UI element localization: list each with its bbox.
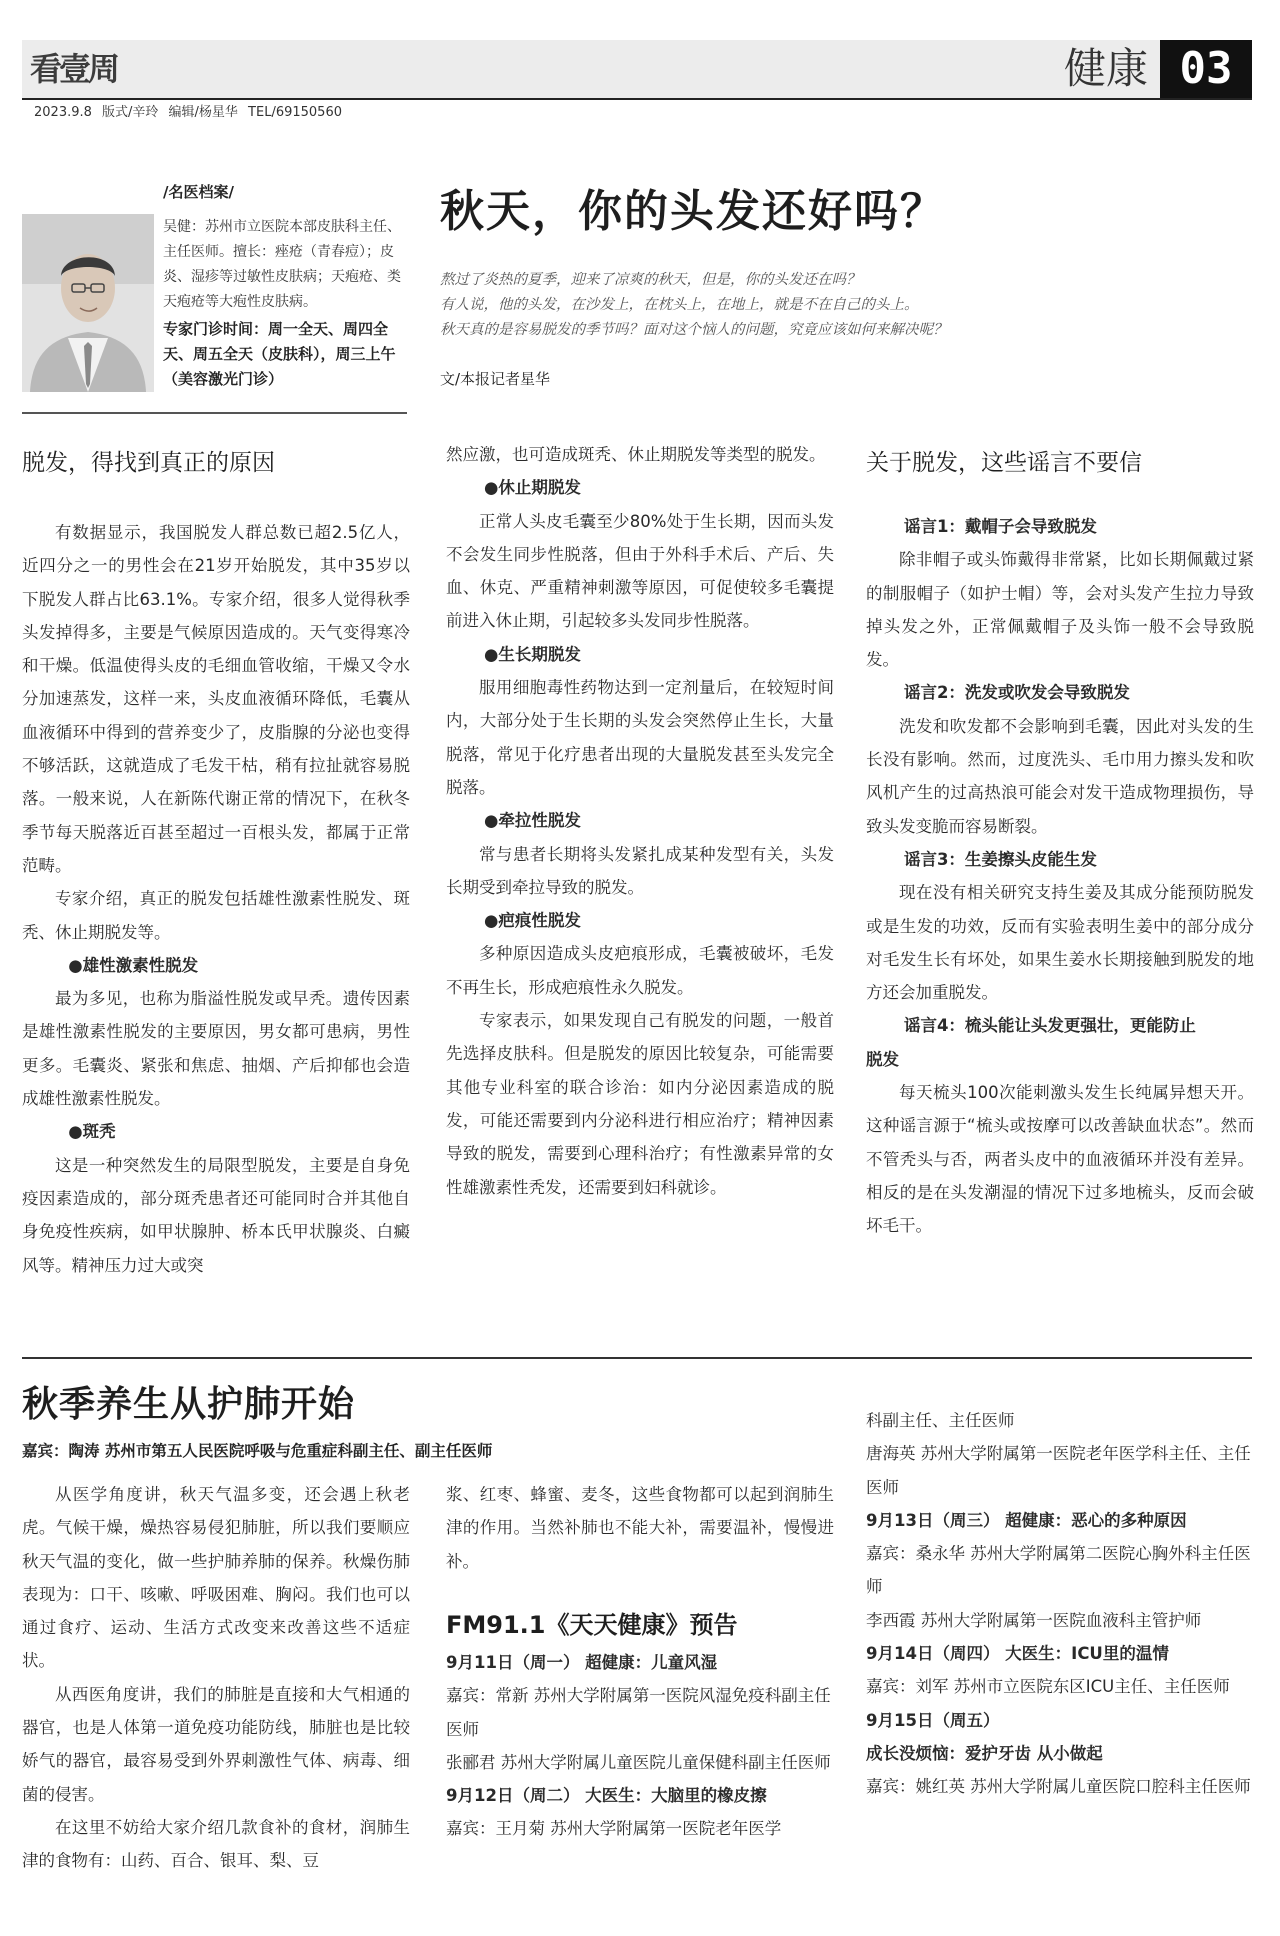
subheading-androgenetic: ●雄性激素性脱发 [68, 955, 199, 975]
section-heading-myths: 关于脱发，这些谣言不要信 [866, 450, 1142, 476]
paragraph: 常与患者长期将头发紧扎成某种发型有关，头发长期受到牵拉导致的脱发。 [446, 844, 834, 897]
myth-4-title-cont: 脱发 [866, 1049, 899, 1069]
lung-article-guest: 嘉宾：陶涛 苏州市第五人民医院呼吸与危重症科副主任、副主任医师 [22, 1442, 493, 1460]
fm-preview-heading: FM91.1《天天健康》预告 [446, 1611, 738, 1639]
myth-3-title: 谣言3：生姜擦头皮能生发 [903, 849, 1097, 869]
article-column-3 [866, 510, 1254, 1243]
program-thu-guest-1: 嘉宾：刘军 苏州市立医院东区ICU主任、主任医师 [866, 1677, 1230, 1697]
program-thu-title: 9月14日（周四） 大医生：ICU里的温情 [866, 1644, 1169, 1664]
intro-line-2: 有人说，他的头发，在沙发上，在枕头上，在地上，就是不在自己的头上。 [440, 297, 919, 313]
paragraph: 现在没有相关研究支持生姜及其成分能预防脱发或是生发的功效，反而有实验表明生姜中的部分成分对毛发生长有坏处，如果生姜水长期接触到脱发的地方还会加重脱发。 [866, 883, 1254, 1003]
program-tue-guest-2: 唐海英 苏州大学附属第一医院老年医学科主任、主任医师 [866, 1444, 1251, 1497]
lung-article-headline: 秋季养生从护肺开始 [22, 1383, 356, 1425]
program-wed-guest-1: 嘉宾：桑永华 苏州大学附属第二医院心胸外科主任医师 [866, 1544, 1251, 1597]
subheading-traction: ●牵拉性脱发 [483, 811, 581, 831]
article-headline: 秋天，你的头发还好吗？ [440, 186, 946, 237]
program-tue-guest-1-cont: 科副主任、主任医师 [866, 1411, 1015, 1430]
program-mon-guest-1: 嘉宾：常新 苏州大学附属第一医院风湿免疫科副主任医师 [446, 1686, 831, 1739]
program-fri-title: 9月15日（周五） [866, 1710, 1000, 1730]
intro-line-1: 熬过了炎热的夏季，迎来了凉爽的秋天，但是，你的头发还在吗？ [440, 272, 861, 288]
paragraph: 专家表示，如果发现自己有脱发的问题，一般首先选择皮肤科。但是脱发的原因比较复杂，可能需要其他专业科室的联合诊治：如内分泌因素造成的脱发，可能还需要到内分泌科进行相应治疗；精神因素导致的脱发，需要到心理科治疗；有性激素异常的女性雄激素性秃发，还需要到妇科就诊。 [446, 1011, 834, 1197]
lung-column-2 [446, 1478, 834, 1578]
program-tue-title: 9月12日（周二） 大医生：大脑里的橡皮擦 [446, 1786, 767, 1806]
doctor-clinic-hours: 专家门诊时间：周一全天、周四全天、周五全天（皮肤科），周三上午（美容激光门诊） [163, 320, 396, 388]
fm-schedule-part-2 [866, 1404, 1254, 1804]
masthead-rule [22, 98, 1252, 100]
program-tue-guest-1: 嘉宾：王月菊 苏州大学附属第一医院老年医学 [446, 1819, 782, 1839]
page-number: 03 [1160, 40, 1252, 98]
article-column-2 [446, 438, 834, 1204]
subheading-alopecia-areata: ●斑秃 [68, 1122, 116, 1142]
paragraph: 多种原因造成头皮疤痕形成，毛囊被破坏，毛发不再生长，形成疤痕性永久脱发。 [446, 944, 834, 997]
program-wed-title: 9月13日（周三） 超健康：恶心的多种原因 [866, 1510, 1187, 1530]
paragraph: 在这里不妨给大家介绍几款食补的食材，润肺生津的食物有：山药、百合、银耳、梨、豆 [22, 1817, 410, 1871]
profile-rule [22, 412, 407, 414]
newspaper-logo: 看壹周 [30, 50, 118, 88]
subheading-scarring: ●疤痕性脱发 [483, 911, 581, 931]
subheading-telogen: ●休止期脱发 [483, 478, 581, 498]
doctor-bio: 吴健：苏州市立医院本部皮肤科主任、主任医师。擅长：痤疮（青春痘）；皮炎、湿疹等过敏性皮肤病；天疱疮、类天疱疮等大疱性皮肤病。 [163, 219, 401, 310]
doctor-portrait-image [22, 214, 154, 392]
paragraph: 正常人头皮毛囊至少80%处于生长期，因而头发不会发生同步性脱落，但由于外科手术后、产后、失血、休克、严重精神刺激等原因，可促使较多毛囊提前进入休止期，引起较多头发同步性脱落。 [446, 511, 834, 631]
article-intro [440, 268, 1080, 343]
lung-column-1 [22, 1478, 410, 1878]
paragraph: 除非帽子或头饰戴得非常紧，比如长期佩戴过紧的制服帽子（如护士帽）等，会对头发产生拉力导致掉头发之外，正常佩戴帽子及头饰一般不会导致脱发。 [866, 550, 1254, 670]
doctor-profile-label: /名医档案/ [163, 183, 234, 201]
issue-info: 2023.9.8 版式/辛玲 编辑/杨星华 TEL/69150560 [34, 105, 342, 120]
program-fri-subtitle: 成长没烦恼：爱护牙齿 从小做起 [866, 1743, 1103, 1763]
paragraph: 专家介绍，真正的脱发包括雄性激素性脱发、斑秃、休止期脱发等。 [22, 889, 410, 942]
article-column-1 [22, 516, 410, 1282]
program-mon-guest-2: 张郦君 苏州大学附属儿童医院儿童保健科副主任医师 [446, 1752, 831, 1772]
section-heading-causes: 脱发，得找到真正的原因 [22, 450, 275, 476]
intro-line-3: 秋天真的是容易脱发的季节吗？面对这个恼人的问题，究竟应该如何来解决呢？ [440, 322, 948, 338]
section-title: 健康 [1063, 44, 1148, 93]
paragraph: 浆、红枣、蜂蜜、麦冬，这些食物都可以起到润肺生津的作用。当然补肺也不能大补，需要温补，慢慢进补。 [446, 1485, 834, 1571]
section-divider [22, 1357, 1252, 1359]
fm-schedule-part-1 [446, 1646, 834, 1846]
paragraph: 每天梳头100次能刺激头发生长纯属异想天开。这种谣言源于“梳头或按摩可以改善缺血状态”。然而不管秃头与否，两者头皮中的血液循环并没有差异。相反的是在头发潮湿的情况下过多地梳头，反而会破坏毛干。 [866, 1083, 1254, 1236]
paragraph: 从西医角度讲，我们的肺脏是直接和大气相通的器官，也是人体第一道免疫功能防线，肺脏也是比较娇气的器官，最容易受到外界刺激性气体、病毒、细菌的侵害。 [22, 1684, 410, 1804]
program-mon-title: 9月11日（周一） 超健康：儿童风湿 [446, 1653, 718, 1672]
paragraph: 从医学角度讲，秋天气温多变，还会遇上秋老虎。气候干燥，燥热容易侵犯肺脏，所以我们要顺应秋天气温的变化，做一些护肺养肺的保养。秋燥伤肺表现为：口干、咳嗽、呼吸困难、胸闷。我们也可以通过食疗、运动、生活方式改变来改善这些不适症状。 [22, 1485, 410, 1671]
paragraph: 最为多见，也称为脂溢性脱发或早秃。遗传因素是雄性激素性脱发的主要原因，男女都可患病，男性更多。毛囊炎、紧张和焦虑、抽烟、产后抑郁也会造成雄性激素性脱发。 [22, 989, 410, 1109]
paragraph: 然应激，也可造成斑秃、休止期脱发等类型的脱发。 [446, 445, 826, 464]
paragraph: 洗发和吹发都不会影响到毛囊，因此对头发的生长没有影响。然而，过度洗头、毛巾用力擦头发和吹风机产生的过高热浪可能会对发干造成物理损伤，导致头发变脆而容易断裂。 [866, 716, 1254, 836]
paragraph: 服用细胞毒性药物达到一定剂量后，在较短时间内，大部分处于生长期的头发会突然停止生长，大量脱落，常见于化疗患者出现的大量脱发甚至头发完全脱落。 [446, 678, 834, 797]
subheading-anagen: ●生长期脱发 [483, 644, 581, 664]
myth-4-title: 谣言4：梳头能让头发更强壮，更能防止 [903, 1016, 1196, 1036]
myth-2-title: 谣言2：洗发或吹发会导致脱发 [903, 683, 1130, 703]
paragraph: 这是一种突然发生的局限型脱发，主要是自身免疫因素造成的，部分斑秃患者还可能同时合并其他自身免疫性疾病，如甲状腺肿、桥本氏甲状腺炎、白癜风等。精神压力过大或突 [22, 1155, 410, 1275]
program-wed-guest-2: 李西霞 苏州大学附属第一医院血液科主管护师 [866, 1610, 1202, 1630]
program-fri-guest-1: 嘉宾：姚红英 苏州大学附属儿童医院口腔科主任医师 [866, 1777, 1251, 1797]
paragraph: 有数据显示，我国脱发人群总数已超2.5亿人，近四分之一的男性会在21岁开始脱发，其中35岁以下脱发人群占比63.1%。专家介绍，很多人觉得秋季头发掉得多，主要是气候原因造成的。天气变得寒冷和干燥。低温使得头皮的毛细血管收缩，干燥又令水分加速蒸发，这样一来，头皮血液循环降低，毛囊从血液循环中得到的营养变少了，皮脂腺的分泌也变得不够活跃，这就造成了毛发干枯，稍有拉扯就容易脱落。一般来说，人在新陈代谢正常的情况下，在秋冬季节每天脱落近百甚至超过一百根头发，都属于正常范畴。 [22, 523, 410, 875]
doctor-photo [22, 214, 154, 392]
myth-1-title: 谣言1：戴帽子会导致脱发 [903, 517, 1097, 536]
byline: 文/本报记者星华 [440, 370, 551, 388]
